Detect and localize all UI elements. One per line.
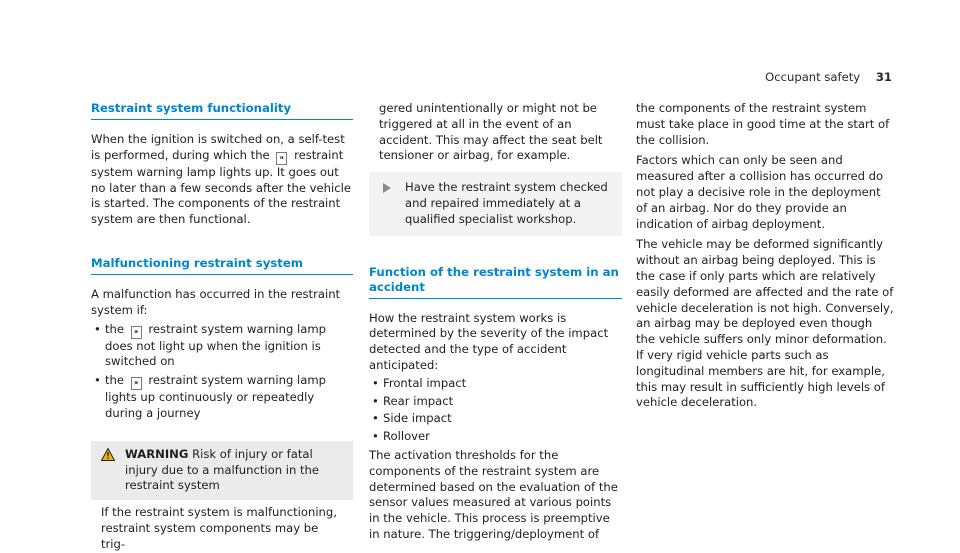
- column-1: [91, 101, 353, 553]
- list-item: • the ⁍ restraint system warning lamp does not light up when the ignition is switched on: [91, 322, 353, 371]
- warning-continuation: gered unintentionally or might not be triggered at all in the event of an accident. This may affect the seat belt tensioner or airbag, for example.: [379, 101, 603, 163]
- impact-list: [369, 376, 622, 445]
- hint-text: Have the restraint system checked and repaired immediately at a qualified specialist workshop.: [405, 180, 608, 226]
- deployment-paragraph-2: Factors which can only be seen and measured after a collision has occurred do not play a decisive role in the deployment of an airbag. Nor do they provide an indication of airbag deployment.: [636, 153, 884, 231]
- malfunction-intro: A malfunction has occurred in the restraint system if:: [91, 286, 341, 317]
- page-number: 31: [875, 70, 892, 84]
- list-item: • Side impact: [369, 411, 622, 427]
- accident-intro: How the restraint system works is determined by the severity of the impact detected and the type of accident anticipated:: [369, 310, 609, 372]
- warning-title: Risk of injury or fatal injury due to a malfunction in the restraint system: [125, 446, 320, 493]
- functionality-paragraph: When the ignition is switched on, a self-test is performed, during which the ⁍ restraint system warning lamp lights up. It goes out no later than a few seconds after the vehicle is started. The components of the restraint system are then functional.: [91, 132, 351, 227]
- column-2: [369, 101, 622, 543]
- deployment-paragraph-3: The vehicle may be deformed significantly without an airbag being deployed. This is the case if only parts which are relatively easily deformed are affected and the rate of vehicle deceleration is not high. Conversely, an airbag may be deployed even though the vehicle suffers only minor deformation. If very rigid vehicle parts such as longitudinal members are hit, for example, this may result in sufficiently high levels of vehicle deceleration.: [636, 237, 894, 410]
- warning-body: If the restraint system is malfunctioning, restraint system components may be trig-: [101, 505, 337, 551]
- restraint-system-icon: ⁍: [276, 152, 287, 165]
- list-item: • Rollover: [369, 429, 622, 445]
- warning-triangle-icon: [101, 448, 115, 461]
- arrow-right-icon: [383, 183, 391, 193]
- restraint-system-icon: ⁍: [131, 377, 142, 390]
- warning-header: [91, 441, 353, 500]
- warning-box: [91, 441, 353, 553]
- page-header: [765, 70, 892, 86]
- malfunction-list: [91, 322, 353, 422]
- section-title: Occupant safety: [765, 70, 861, 84]
- heading-restraint-functionality: Restraint system functionality: [91, 101, 353, 120]
- deployment-paragraph-1: the components of the restraint system must take place in good time at the start of the collision.: [636, 101, 890, 147]
- accident-body: The activation thresholds for the components of the restraint system are determined based on the evaluation of the sensor values measured at various points in the vehicle. This process is preemptive in nature. The triggering/deployment of: [369, 447, 618, 541]
- column-3: [636, 101, 894, 411]
- warning-label: WARNING: [125, 446, 189, 461]
- heading-malfunctioning: Malfunctioning restraint system: [91, 256, 353, 275]
- heading-accident-function: Function of the restraint system in an accident: [369, 265, 622, 299]
- list-item: • the ⁍ restraint system warning lamp lights up continuously or repeatedly during a journey: [91, 373, 353, 422]
- list-item: • Rear impact: [369, 394, 622, 410]
- restraint-system-icon: ⁍: [131, 326, 142, 339]
- list-item: • Frontal impact: [369, 376, 622, 392]
- hint-box: [369, 172, 622, 235]
